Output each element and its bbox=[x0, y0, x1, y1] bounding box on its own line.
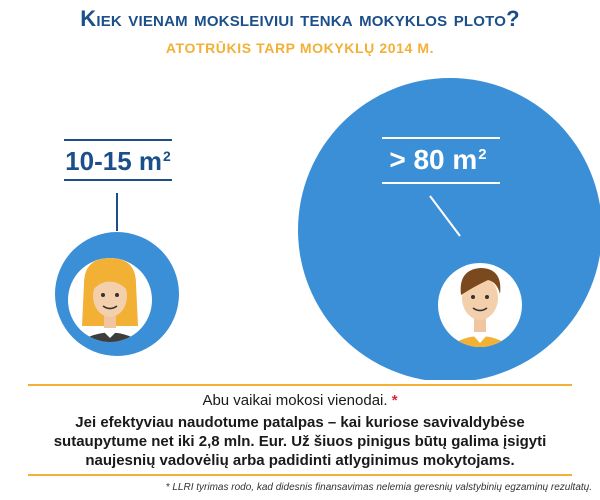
statement-text: Abu vaikai mokosi vienodai. bbox=[202, 392, 388, 409]
large-area-circle bbox=[298, 78, 600, 380]
statement-asterisk: * bbox=[391, 392, 398, 409]
large-area-label bbox=[378, 144, 498, 176]
large-area-exponent: 2 bbox=[478, 146, 487, 163]
small-area-exponent: 2 bbox=[163, 148, 171, 164]
footnote bbox=[166, 482, 592, 493]
statement-line bbox=[30, 391, 570, 410]
page-title: Kiek vienam moksleiviui tenka mokyklos ploto? bbox=[80, 6, 520, 31]
footnote-asterisk: * bbox=[165, 482, 170, 493]
divider-bottom bbox=[28, 474, 572, 476]
large-area-value: > 80 m bbox=[389, 144, 478, 175]
page-subtitle: ATOTRŪKIS TARP MOKYKLŲ 2014 M. bbox=[165, 40, 435, 56]
small-area-label bbox=[64, 146, 172, 177]
savings-text: Jei efektyviau naudotume patalpas – kai kuriose savivaldybėse sutaupytume net iki 2,8 mln. Eur. Už šiuos pinigus būtų galima įsigyti naujesnių vadovėlių arba padidinti atlyginimus mokytojams. bbox=[53, 414, 547, 469]
explanation-text bbox=[30, 391, 570, 470]
small-area-value: 10-15 m bbox=[65, 146, 163, 176]
divider-top bbox=[28, 384, 572, 386]
footnote-text: LLRI tyrimas rodo, kad didesnis finansavimas nelemia geresnių valstybinių egzaminų rezultatų. bbox=[172, 482, 592, 493]
